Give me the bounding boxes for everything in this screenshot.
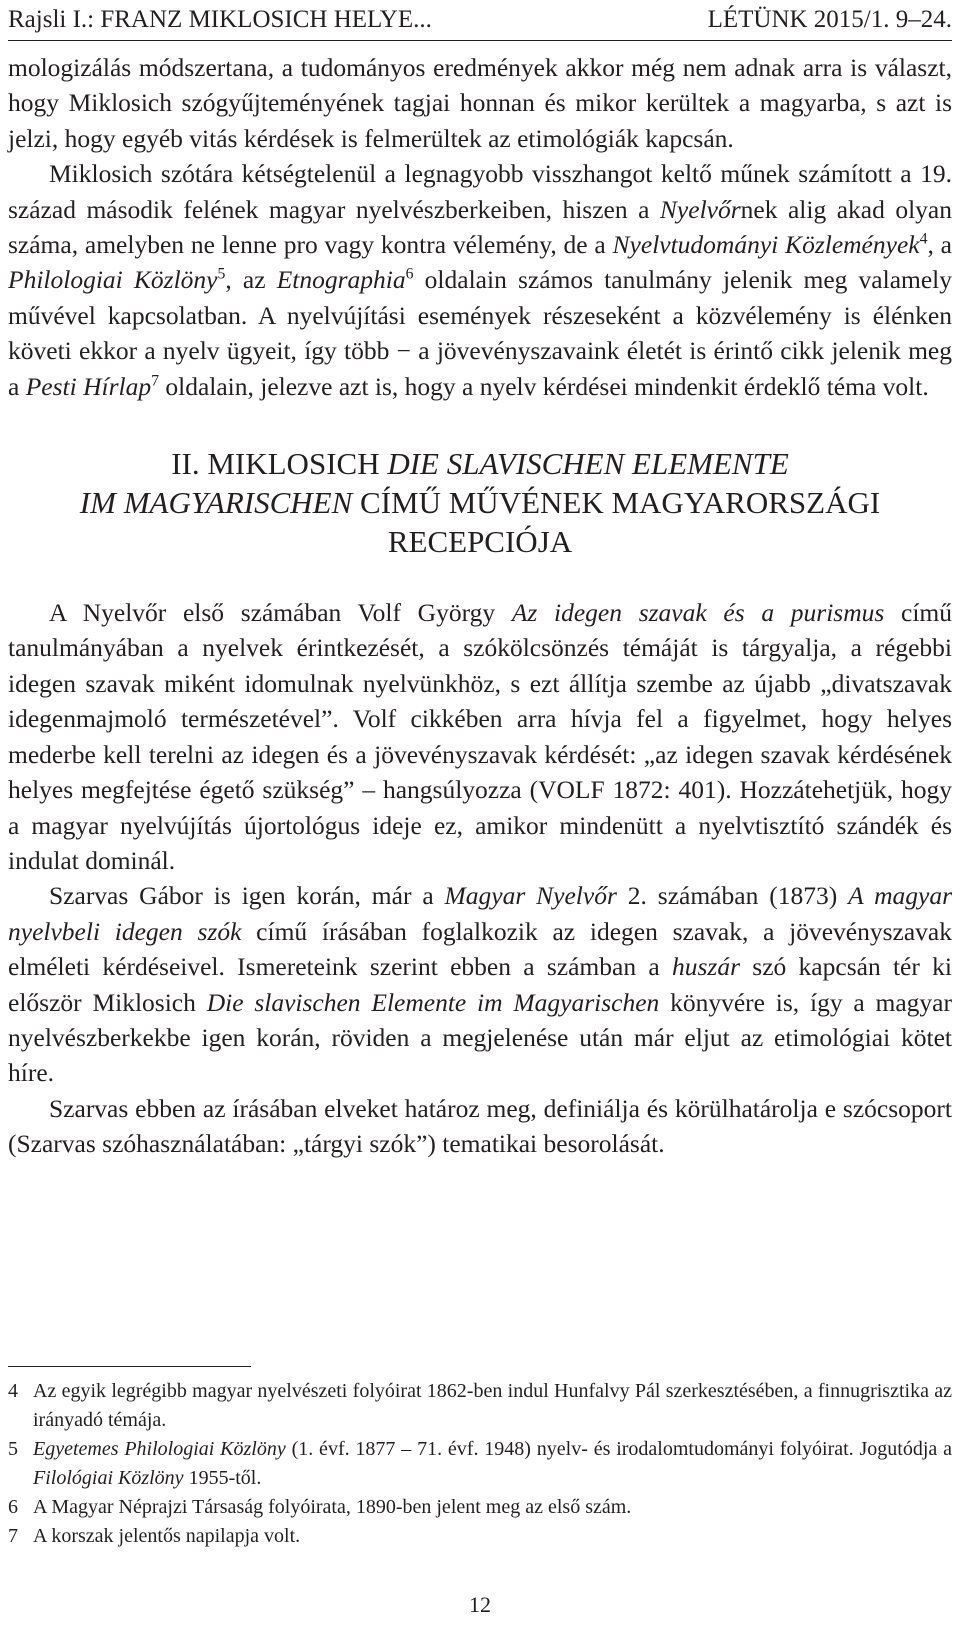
page-number: 12 xyxy=(469,1592,491,1617)
paragraph-5: Szarvas ebben az írásában elveket határoz meg, definiálja és körülhatárolja e szócsoport (Szarvas szóhasználatában: „tárgyi szók”) tematikai besorolását. xyxy=(8,1093,952,1159)
footnotes xyxy=(8,1377,952,1551)
footnote-ref-4: 4 xyxy=(919,230,928,248)
footnote-4: 4 Az egyik legrégibb magyar nyelvészeti folyóirat 1862-ben indul Hunfalvy Pál szerkesztésében, a finnugrisztika az irányadó témája. xyxy=(8,1380,952,1431)
footnote-ref-6: 6 xyxy=(405,265,414,283)
paragraph-3: A Nyelvőr első számában Volf György Az idegen szavak és a purismus című tanulmányában a nyelvek érintkezését, a szókölcsönzés témáját is tárgyalja, a régebbi idegen szavak miként idomulnak nyelvünkhöz, s ezt állítja szembe az újabb „divatszavak idegenmajmoló természetével”. Volf cikkében arra hívja fel a figyelmet, hogy helyes mederbe kell terelni az idegen és a jövevényszavak kérdését: „az idegen szavak kérdésének helyes megfejtése égető szükség” – hangsúlyozza (VOLF 1872: 401). Hozzátehetjük, hogy a magyar nyelvújítás újortológus ideje ez, amikor mindenütt a nyelvtisztító szándék és indulat dominál. xyxy=(8,598,953,875)
header-left: Rajsli I.: FRANZ MIKLOSICH HELYE... xyxy=(8,6,432,33)
paragraph-2: Miklosich szótára kétségtelenül a legnagyobb visszhangot keltő műnek számított a 19. század második felének magyar nyelvészberkeiben, hiszen a Nyelvőrnek alig akad olyan száma, amelyben ne lenne pro vagy kontra vélemény, de a Nyelvtudományi Közlemények$^4$, a Philologiai Közlöny$^5$, az Etnographia$^6$ oldalain számos tanulmány jelenik meg valamely művével kapcsolatban. A nyelvújítási események részeseként a közvélemény is élénken követi ekkor a nyelv ügyeit, így több − a jövevényszavaink életét is érintő cikk jelenik meg a Pesti Hírlap$^7$ oldalain, jelezve azt is, hogy a nyelv kérdései mindenkit érdeklő téma volt. xyxy=(8,159,953,401)
main-text xyxy=(8,50,952,1162)
footnote-5: 5 Egyetemes Philologiai Közlöny (1. évf. 1877 – 71. évf. 1948) nyelv- és irodalomtudományi folyóirat. Jogutódja a Filológiai Közlöny 1955-től. xyxy=(8,1438,952,1489)
header-right: LÉTÜNK 2015/1. 9–24. xyxy=(707,6,952,33)
paragraph-1: mologizálás módszertana, a tudományos eredmények akkor még nem adnak arra is választ, hogy Miklosich szógyűjteményének tagjai honnan és mikor kerültek a magyarba, s azt is jelzi, hogy egyéb vitás kérdések is felmerültek az etimológiák kapcsán. xyxy=(8,53,952,153)
footnote-divider xyxy=(8,1366,251,1367)
section-title: II. MIKLOSICH DIE SLAVISCHEN ELEMENTE IM MAGYARISCHEN CÍMŰ MŰVÉNEK MAGYARORSZÁGI RECEPCIÓJA xyxy=(79,446,881,560)
paragraph-4: Szarvas Gábor is igen korán, már a Magyar Nyelvőr 2. számában (1873) A magyar nyelvbeli idegen szók című írásában foglalkozik az idegen szavak, a jövevényszavak elméleti kérdéseivel. Ismereteink szerint ebben a számban a huszár szó kapcsán tér ki először Miklosich Die slavischen Elemente im Magyarischen könyvére is, így a magyar nyelvészberkekbe igen korán, röviden a megjelenése után már eljut az etimológiai kötet híre. xyxy=(8,881,952,1088)
footnote-6: 6 A Magyar Néprajzi Társaság folyóirata, 1890-ben jelent meg az első szám. xyxy=(8,1496,632,1518)
footnote-7: 7 A korszak jelentős napilapja volt. xyxy=(8,1525,301,1547)
footnote-ref-5: 5 xyxy=(217,265,226,283)
running-header xyxy=(8,0,952,41)
footnote-ref-7: 7 xyxy=(151,372,159,390)
